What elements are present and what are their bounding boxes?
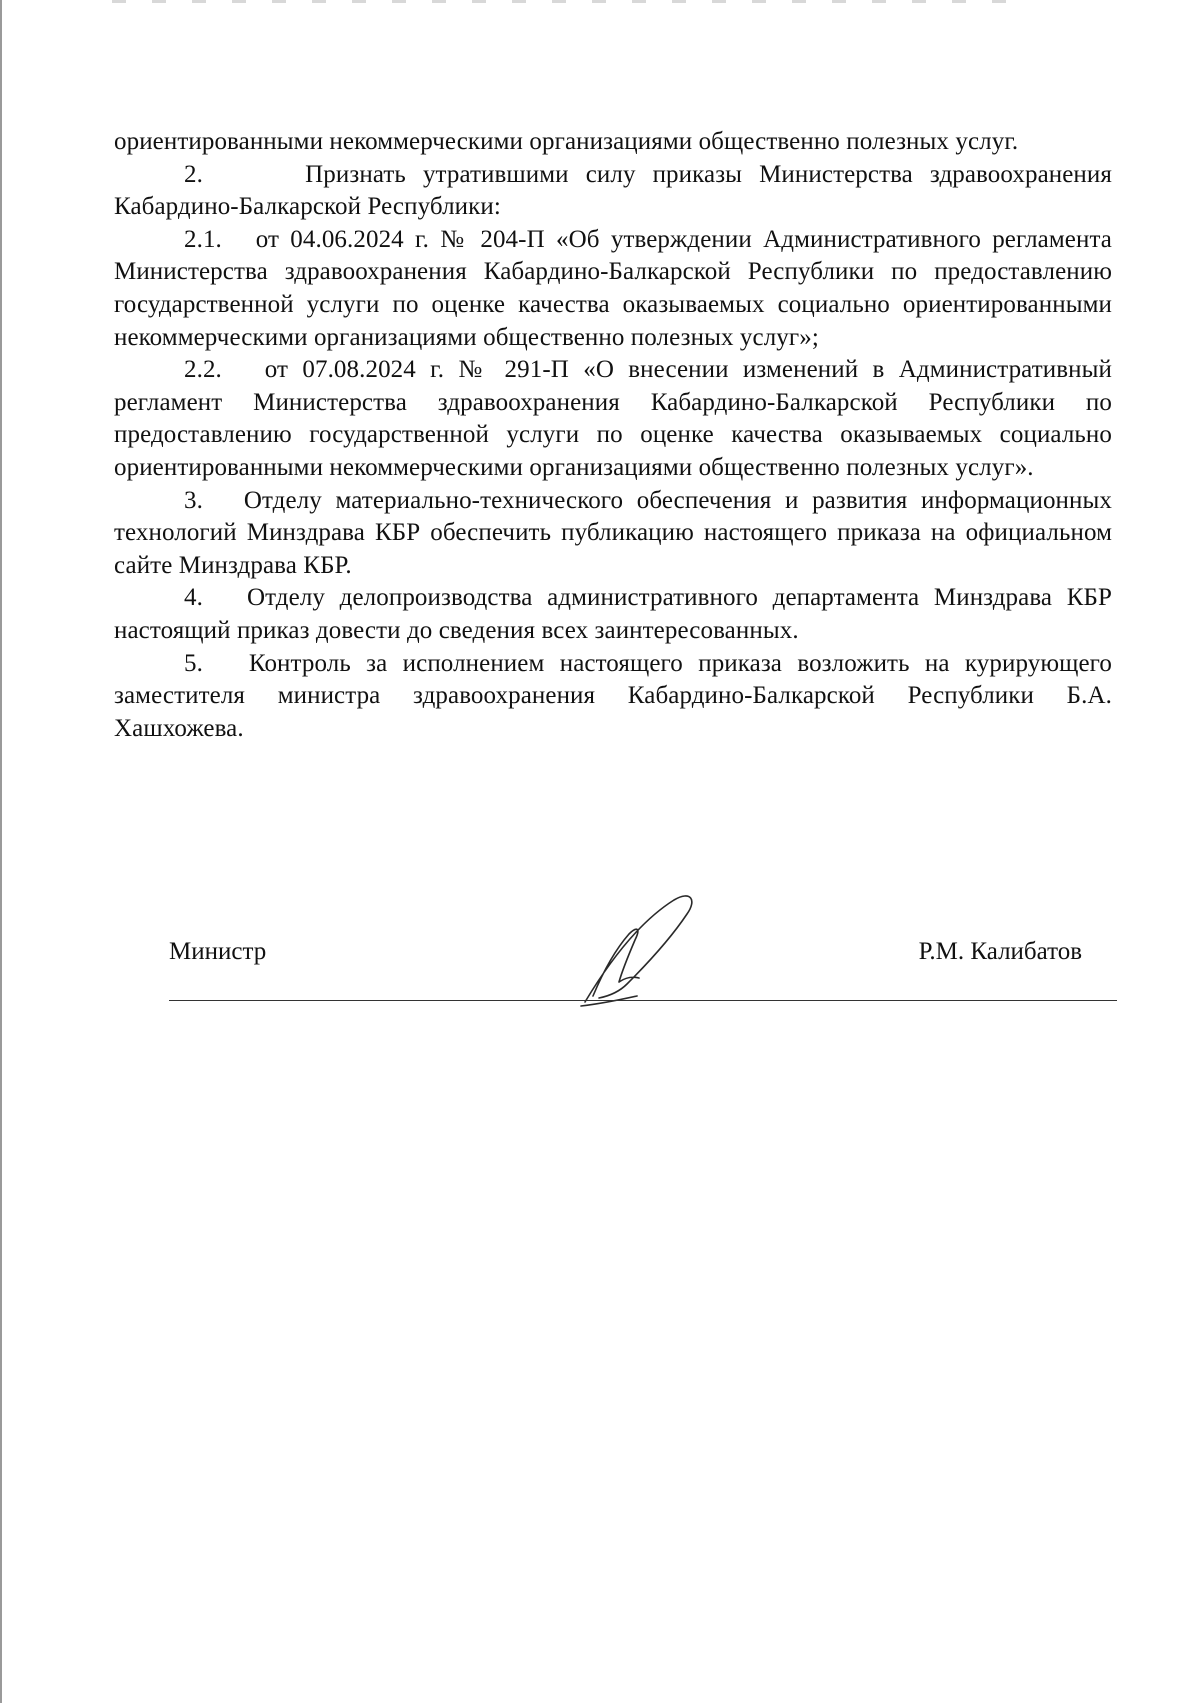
signatory-name: Р.М. Калибатов (918, 938, 1082, 965)
document-body (114, 126, 1112, 745)
paragraph-item-4: 4. Отделу делопроизводства административного департамента Минздрава КБР настоящий приказ довести до сведения всех заинтересованных. (114, 584, 1112, 644)
signature-divider (169, 1000, 1117, 1001)
paragraph-item-2-2: 2.2. от 07.08.2024 г. № 291-П «О внесении изменений в Административный регламент Министерства здравоохранения Кабардино-Балкарской Республики по предоставлению государственной услуги по оценке качества оказываемых социально ориентированными некоммерческими организациями общественно полезных услуг». (114, 356, 1112, 481)
handwritten-signature-icon (579, 892, 709, 1010)
scan-top-edge (112, 0, 1012, 3)
paragraph-item-2: 2. Признать утратившими силу приказы Министерства здравоохранения Кабардино-Балкарской Республики: (114, 160, 1112, 221)
signature-block (169, 930, 1119, 1010)
paragraph-item-3: 3. Отделу материально-технического обеспечения и развития информационных технологий Минздрава КБР обеспечить публикацию настоящего приказа на официальном сайте Минздрава КБР. (114, 486, 1112, 579)
paragraph-item-5: 5. Контроль за исполнением настоящего приказа возложить на курирующего заместителя министра здравоохранения Кабардино-Балкарской Республики Б.А. Хашхожева. (114, 649, 1112, 742)
paragraph-continuation: ориентированными некоммерческими организациями общественно полезных услуг. (114, 128, 1019, 155)
paragraph-item-2-1: 2.1. от 04.06.2024 г. № 204-П «Об утверждении Административного регламента Министерства здравоохранения Кабардино-Балкарской Республики по предоставлению государственной услуги по оценке качества оказываемых социально ориентированными некоммерческими организациями общественно полезных услуг»; (114, 225, 1112, 351)
signatory-title: Министр (169, 938, 267, 965)
